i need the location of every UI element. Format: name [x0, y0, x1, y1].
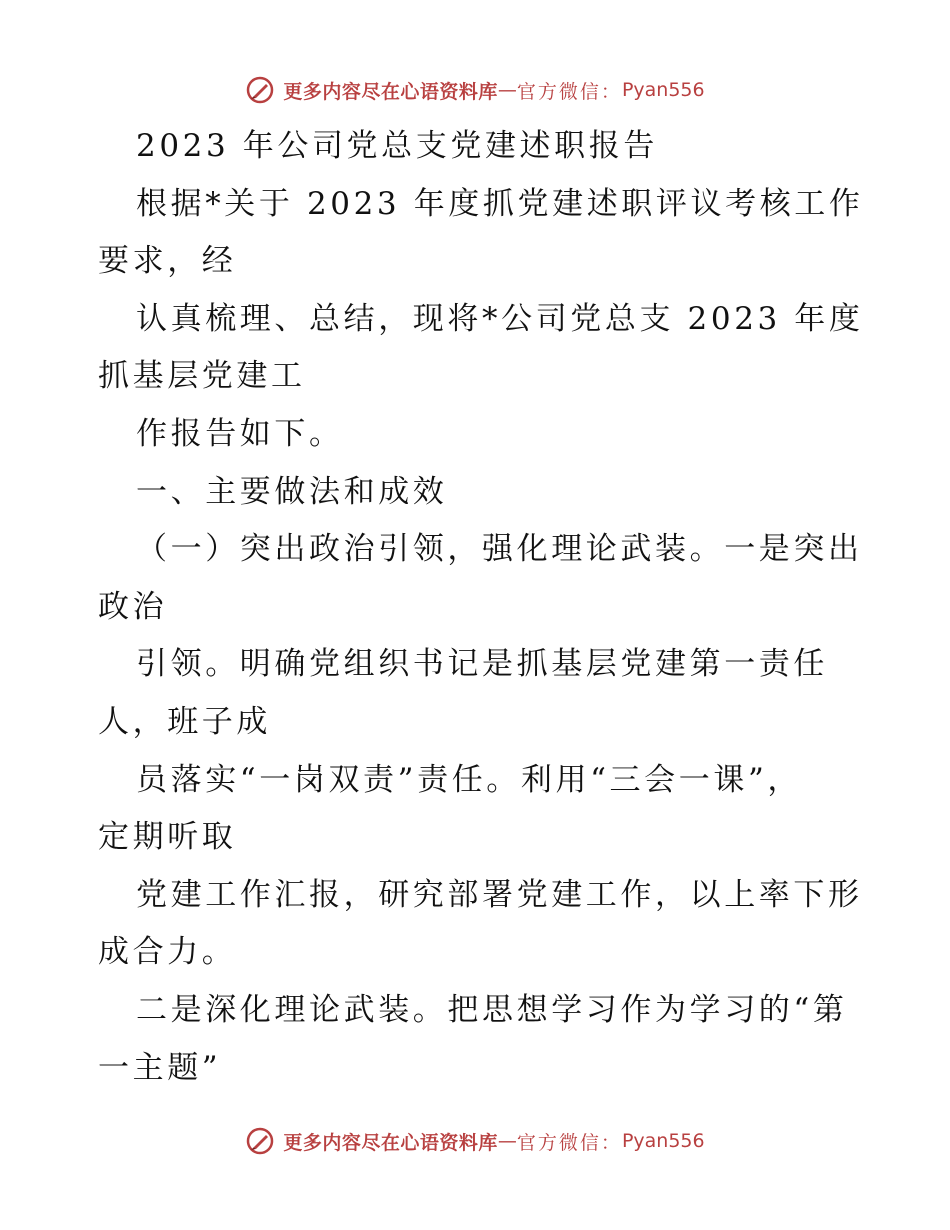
watermark-dash: — — [497, 1130, 517, 1152]
paragraph-line: 人，班子成 — [98, 703, 271, 740]
paragraph-line: 成合力。 — [98, 934, 237, 971]
watermark-wechat-label: 官方微信： — [516, 1131, 622, 1154]
paragraph-line: 引领。明确党组织书记是抓基层党建第一责任 — [136, 646, 828, 683]
section-heading: 一、主要做法和成效 — [136, 473, 448, 510]
document-title: 2023 年公司党总支党建述职报告 — [136, 128, 658, 164]
paragraph-line: 定期听取 — [98, 819, 237, 856]
paragraph-line: 党建工作汇报，研究部署党建工作，以上率下形 — [136, 876, 863, 913]
pen-logo-icon — [245, 1126, 275, 1156]
watermark-brand: 更多内容尽在心语资料库 — [283, 1131, 498, 1154]
watermark-handle: Pyan556 — [621, 79, 705, 101]
watermark-banner-bottom — [0, 1121, 950, 1161]
paragraph-line: 认真梳理、总结，现将*公司党总支 2023 年度 — [136, 300, 864, 337]
document-body — [98, 118, 864, 1097]
paragraph-line: 政治 — [98, 588, 168, 625]
paragraph-line: 一主题” — [98, 1049, 222, 1086]
paragraph-line: 根据*关于 2023 年度抓党建述职评议考核工作 — [136, 185, 864, 222]
paragraph-line: （一）突出政治引领，强化理论武装。一是突出 — [136, 531, 863, 568]
watermark-handle: Pyan556 — [621, 1130, 705, 1152]
pen-logo-icon — [245, 75, 275, 105]
watermark-banner-top — [0, 70, 950, 110]
paragraph-line: 抓基层党建工 — [98, 358, 306, 395]
watermark-brand: 更多内容尽在心语资料库 — [283, 80, 498, 103]
paragraph-line: 作报告如下。 — [136, 415, 344, 452]
watermark-wechat-label: 官方微信： — [516, 80, 622, 103]
paragraph-line: 员落实“一岗双责”责任。利用“三会一课”， — [136, 761, 802, 798]
watermark-dash: — — [497, 79, 517, 101]
paragraph-line: 二是深化理论武装。把思想学习作为学习的“第 — [136, 991, 848, 1028]
paragraph-line: 要求，经 — [98, 243, 237, 280]
